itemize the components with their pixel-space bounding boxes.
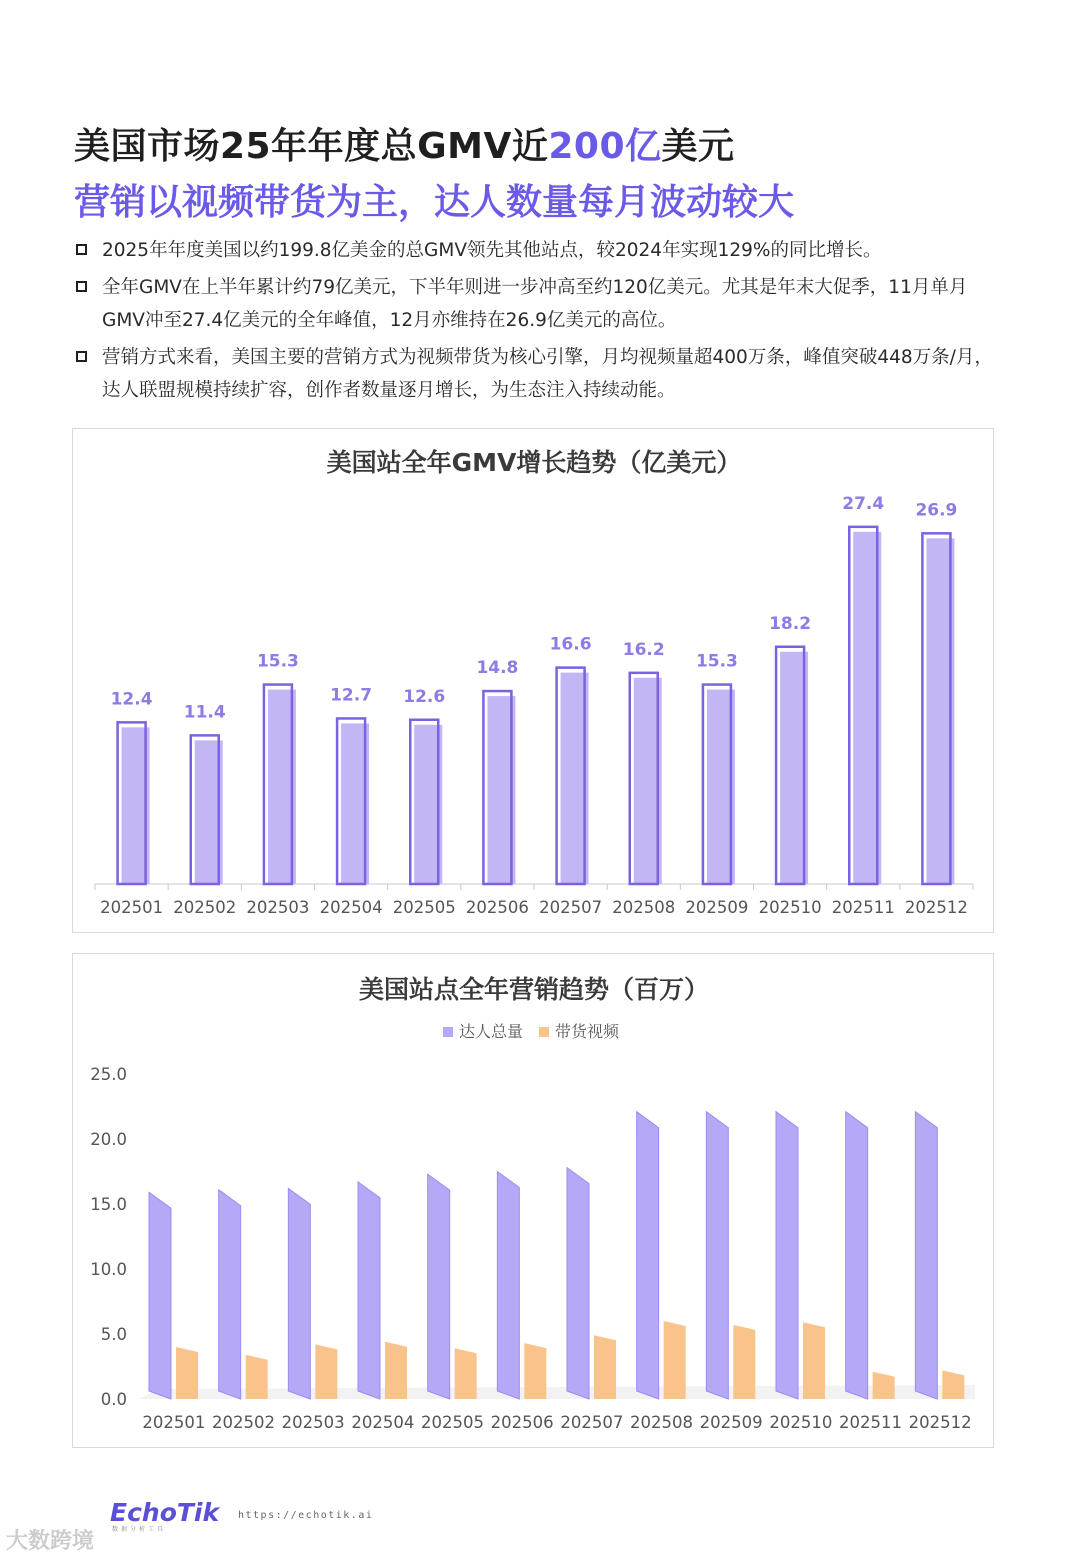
data-label: 15.3 <box>256 651 299 672</box>
x-tick-label: 202503 <box>281 1413 345 1432</box>
legend-swatch-creators <box>443 1027 453 1037</box>
bar-creators <box>706 1112 728 1399</box>
data-label: 12.7 <box>330 685 373 706</box>
bar-videos <box>803 1322 825 1399</box>
bullet-item <box>74 271 1004 337</box>
footer-url[interactable]: https://echotik.ai <box>238 1510 374 1521</box>
y-tick-label: 10.0 <box>90 1260 127 1279</box>
page-subtitle: 营销以视频带货为主，达人数量每月波动较大 <box>74 182 795 223</box>
title-highlight: 200亿 <box>548 126 662 167</box>
data-label: 15.3 <box>695 651 738 672</box>
y-tick-label: 25.0 <box>90 1065 127 1084</box>
bullet-item <box>74 341 1004 407</box>
x-tick-label: 202505 <box>392 898 456 917</box>
bar-videos <box>176 1347 198 1399</box>
bullet-square-icon <box>76 281 87 292</box>
bar-creators <box>915 1112 937 1399</box>
x-tick-label: 202507 <box>539 898 603 917</box>
bullet-square-icon <box>76 351 87 362</box>
bar-videos <box>873 1372 895 1399</box>
bar-videos <box>524 1343 546 1399</box>
bar-videos <box>664 1321 686 1399</box>
x-tick-label: 202501 <box>100 898 164 917</box>
data-label: 16.6 <box>549 634 592 655</box>
data-label: 27.4 <box>842 493 885 514</box>
data-label: 18.2 <box>769 613 812 634</box>
legend-swatch-videos <box>539 1027 549 1037</box>
y-tick-label: 20.0 <box>90 1130 127 1149</box>
bar-videos <box>385 1342 407 1399</box>
gmv-chart <box>73 429 995 934</box>
legend-label-creators: 达人总量 <box>459 1022 524 1041</box>
marketing-chart <box>73 954 995 1449</box>
bullet-text: 2025年年度美国以约199.8亿美金的总GMV领先其他站点，较2024年实现129%的同比增长。 <box>102 240 882 261</box>
legend <box>443 1022 620 1041</box>
x-tick-label: 202512 <box>904 898 968 917</box>
x-tick-label: 202508 <box>612 898 676 917</box>
data-label: 16.2 <box>622 639 665 660</box>
bar-creators <box>497 1172 519 1400</box>
watermark-text: 大数跨境 <box>6 1529 95 1554</box>
data-label: 14.8 <box>476 658 519 679</box>
title-part2: 美元 <box>661 126 735 167</box>
echotik-logo-sub: 数据分析工具 <box>112 1526 167 1533</box>
data-label: 11.4 <box>183 702 226 723</box>
x-tick-label: 202507 <box>560 1413 624 1432</box>
bar-videos <box>455 1348 477 1399</box>
bar-videos <box>246 1355 268 1399</box>
bar-videos <box>733 1325 755 1399</box>
bar-videos <box>942 1370 964 1399</box>
x-tick-label: 202506 <box>490 1413 554 1432</box>
x-tick-label: 202510 <box>758 898 822 917</box>
chart-title: 美国站全年GMV增长趋势（亿美元） <box>326 448 742 477</box>
data-label: 12.6 <box>403 686 446 707</box>
x-tick-label: 202510 <box>769 1413 833 1432</box>
x-tick-label: 202509 <box>685 898 749 917</box>
bar-creators <box>149 1192 171 1399</box>
page-title <box>74 118 735 169</box>
marketing-chart-panel <box>72 953 994 1448</box>
bar-creators <box>219 1190 241 1399</box>
x-tick-label: 202504 <box>351 1413 415 1432</box>
x-tick-label: 202504 <box>319 898 383 917</box>
x-tick-label: 202511 <box>839 1413 902 1432</box>
gmv-chart-panel <box>72 428 994 933</box>
x-tick-label: 202501 <box>142 1413 206 1432</box>
x-tick-label: 202502 <box>173 898 237 917</box>
data-label: 26.9 <box>915 500 958 521</box>
bar-videos <box>315 1344 337 1399</box>
x-tick-label: 202502 <box>212 1413 275 1432</box>
x-tick-label: 202503 <box>246 898 310 917</box>
x-tick-label: 202512 <box>908 1413 972 1432</box>
bullet-item <box>74 234 1004 267</box>
y-tick-label: 5.0 <box>100 1325 127 1344</box>
title-part1: 美国市场25年年度总GMV近 <box>74 126 549 167</box>
echotik-logo: EchoTik <box>110 1498 220 1527</box>
x-tick-label: 202511 <box>831 898 895 917</box>
chart-title: 美国站点全年营销趋势（百万） <box>358 975 710 1004</box>
x-tick-label: 202509 <box>699 1413 763 1432</box>
bar-creators <box>637 1112 659 1399</box>
x-tick-label: 202508 <box>630 1413 693 1432</box>
bar-creators <box>358 1182 380 1399</box>
y-tick-label: 15.0 <box>90 1195 127 1214</box>
x-tick-label: 202506 <box>465 898 529 917</box>
bullet-text: 全年GMV在上半年累计约79亿美元，下半年则进一步冲高至约120亿美元。尤其是年末大促季，11月单月GMV冲至27.4亿美元的全年峰值，12月亦维持在26.9亿美元的高位。 <box>102 277 968 331</box>
legend-label-videos: 带货视频 <box>555 1022 620 1041</box>
bullet-square-icon <box>76 244 87 255</box>
bar-creators <box>776 1112 798 1399</box>
bullet-text: 营销方式来看，美国主要的营销方式为视频带货为核心引擎，月均视频量超400万条，峰值突破448万条/月，达人联盟规模持续扩容，创作者数量逐月增长，为生态注入持续动能。 <box>102 347 993 401</box>
x-tick-label: 202505 <box>421 1413 484 1432</box>
bar-creators <box>428 1174 450 1399</box>
data-label: 12.4 <box>110 689 153 710</box>
bar-creators <box>567 1168 589 1399</box>
y-tick-label: 0.0 <box>100 1390 127 1409</box>
bar-creators <box>288 1188 310 1399</box>
bar-videos <box>594 1335 616 1399</box>
bullet-list <box>74 234 1004 411</box>
bar-creators <box>846 1112 868 1399</box>
